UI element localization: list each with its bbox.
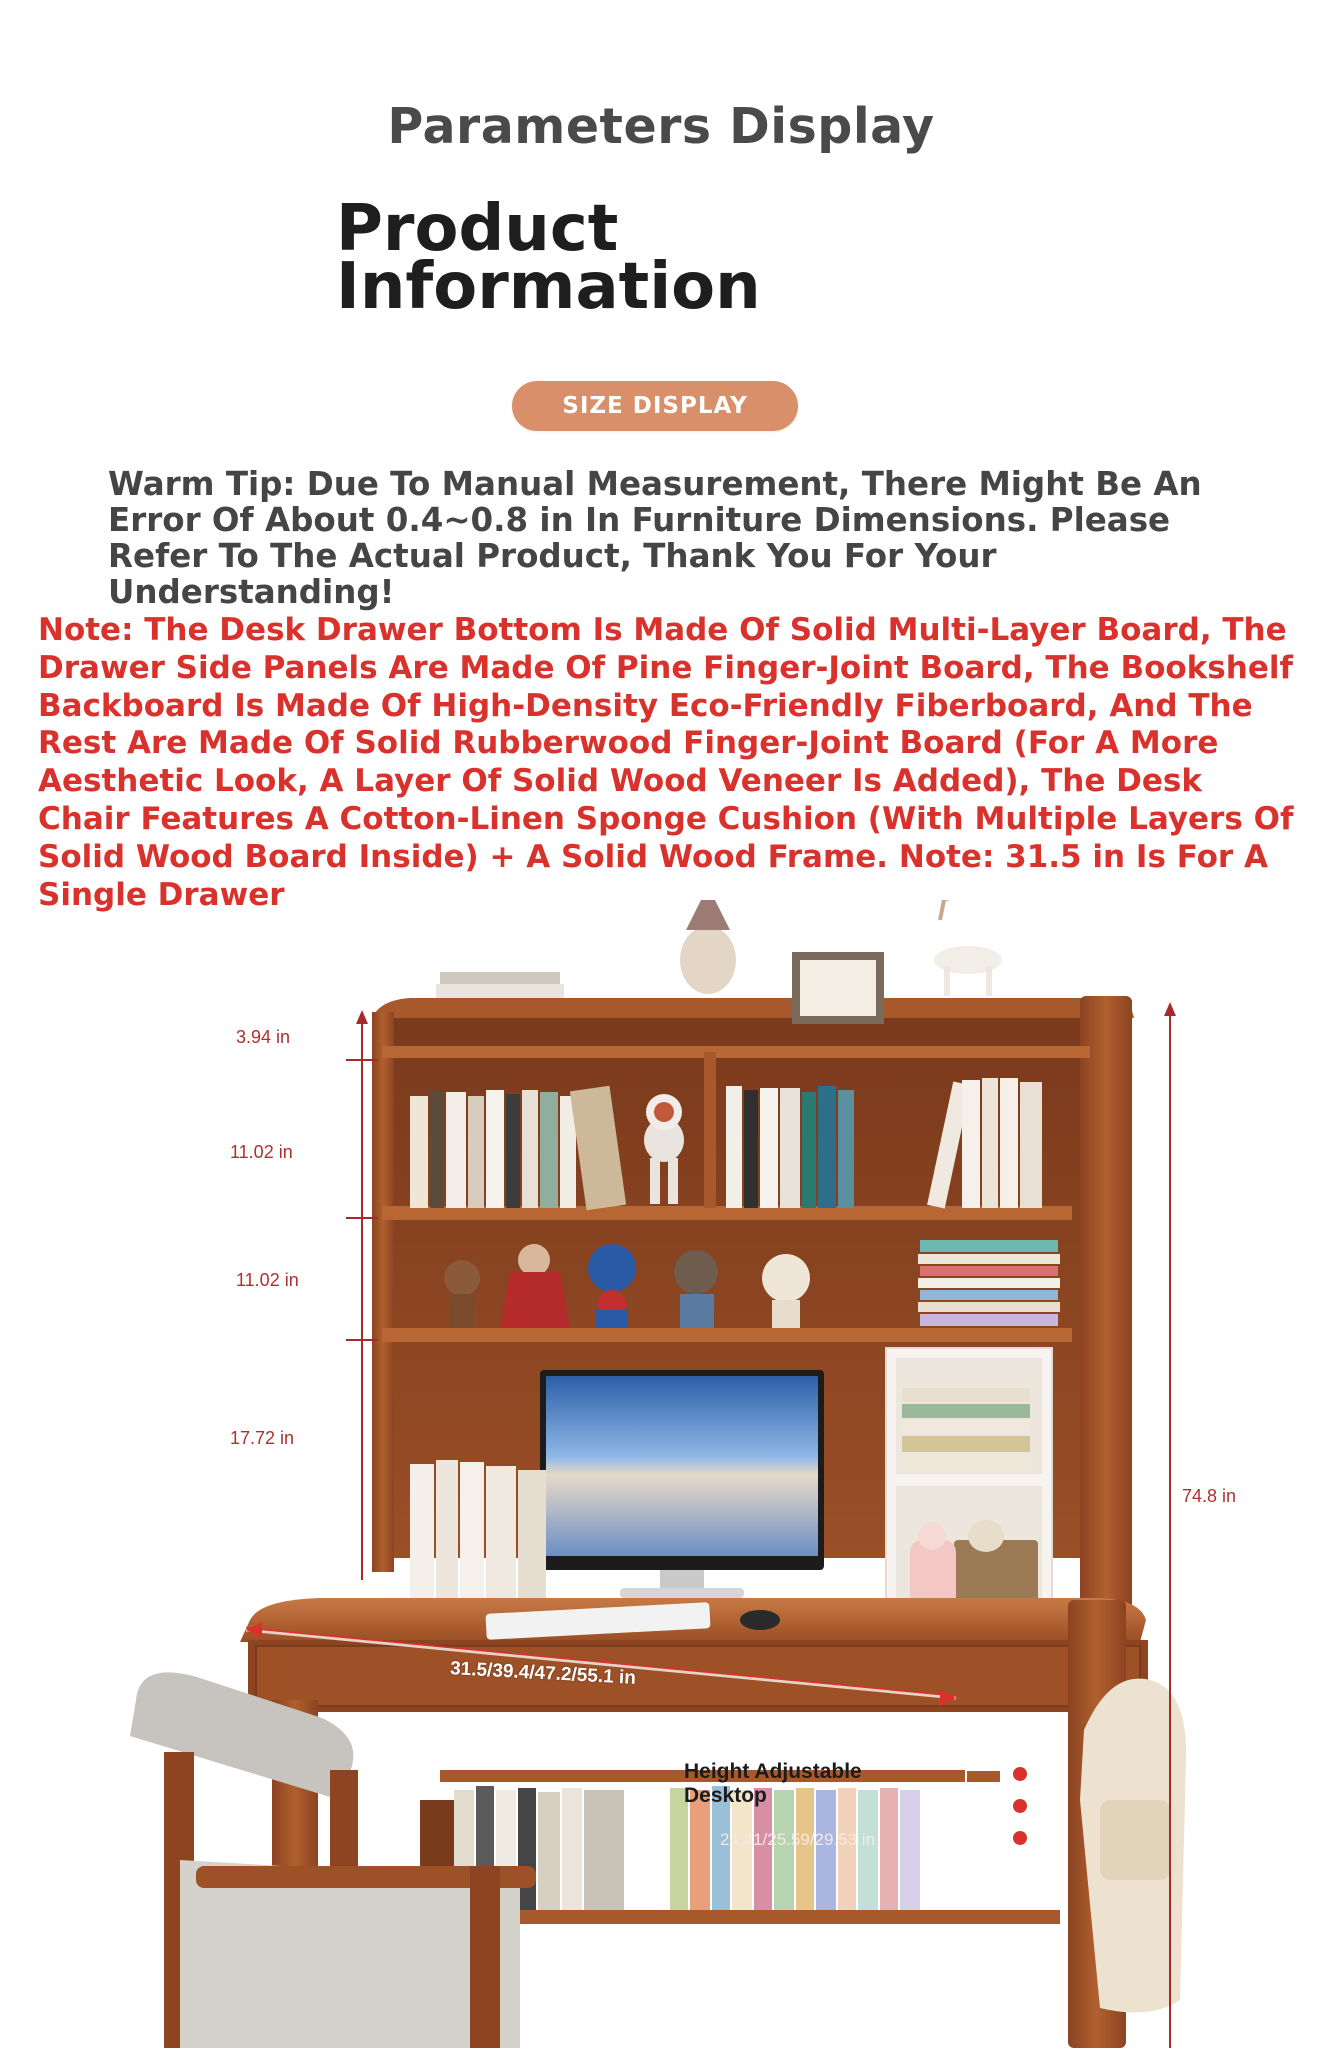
height-adjustable-line2: Desktop [684,1784,767,1807]
monitor [540,1370,824,1598]
desk-chair [130,1672,536,2048]
desk-product-illustration [0,900,1322,2048]
product-information-line2: Information [336,250,761,324]
material-note-text: Note: The Desk Drawer Bottom Is Made Of Solid Multi-Layer Board, The Drawer Side Panels Are Made Of Pine Finger-Joint Board, The Bookshelf Backboard Is Made Of High-Density Eco-Friendly Fiberboard, And The Rest Are Made Of Solid Rubberwood Finger-Joint Board (For A More Aesthetic Look, A Layer Of Solid Wood Veneer Is Added), The Desk Chair Features A Cotton-Linen Sponge Cushion (With Multiple Layers Of Solid Wood Board Inside) + A Solid Wood Frame. Note: 31.5 in Is For A Single Drawer [38,612,1294,913]
size-display-badge: SIZE DISPLAY [512,381,798,431]
height-adjustable-line1: Height Adjustable [684,1760,862,1783]
product-information-heading [336,192,1036,324]
dimension-top-gap: 3.94 in [236,1027,291,1047]
dimension-shelf-1: 11.02 in [230,1142,293,1162]
dimension-total-height: 74.8 in [1182,1486,1237,1506]
parameters-display-title: Parameters Display [387,98,935,155]
height-adjustable-label [684,1760,904,1808]
dimension-desk-heights: 24.41/25.59/29.53 in [720,1830,876,1849]
dimension-hutch-bottom: 17.72 in [230,1428,295,1448]
books-desk-left [410,1460,546,1614]
dimension-shelf-2: 11.02 in [236,1270,299,1290]
product-information-line1: Product [336,192,619,266]
warm-tip-text: Warm Tip: Due To Manual Measurement, There Might Be An Error Of About 0.4~0.8 in In Furniture Dimensions. Please Refer To The Actual Product, Thank You For Your Understanding! [108,465,1202,611]
dimension-desk-width: 31.5/39.4/47.2/55.1 in [449,1658,637,1689]
